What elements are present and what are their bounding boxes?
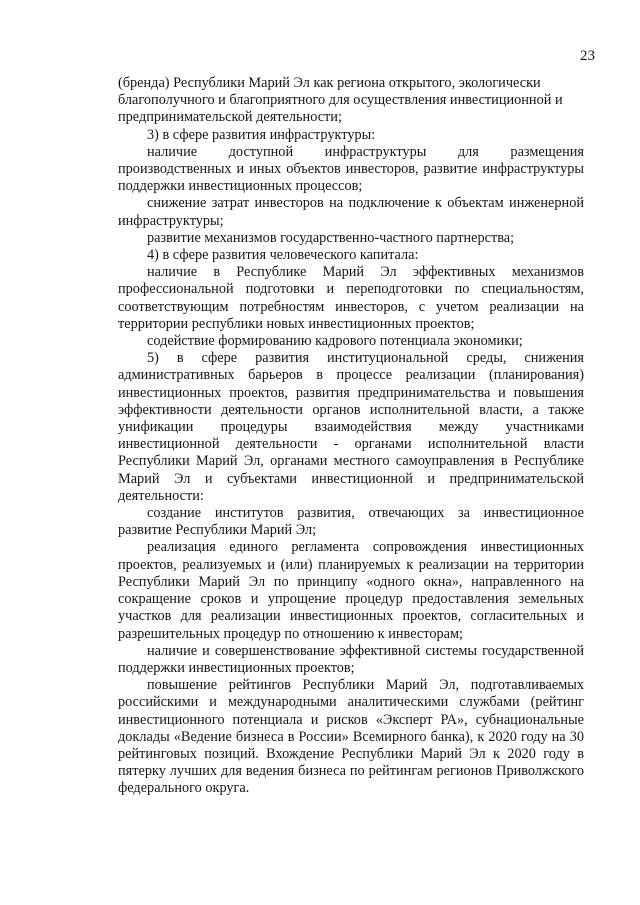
paragraph-institutional-environment: 5) в сфере развития институциональной среды, снижения административных барьеров в процессе реализации (планирования) инвестиционных проектов, развития предпринимательства и повышения эффективности деятельности органов исполнительной власти, а также унификации процедуры взаимодействия между участниками инвестиционной деятельности - органами исполнительной власти Республики Марий Эл, органами местного самоуправления в Республике Марий Эл и субъектами инвестиционной и предпринимательской деятельности: (118, 350, 584, 504)
paragraph-one-window-regulation: реализация единого регламента сопровождения инвестиционных проектов, реализуемых и (или) планируемых к реализации на территории Республики Марий Эл по принципу «одного окна», направленного на сокращение сроков и упрощение процедур предоставления земельных участков для реализации инвестиционных проектов, согласительных и разрешительных процедур по отношению к инвесторам; (118, 539, 584, 642)
paragraph-ratings-improvement: повышение рейтингов Республики Марий Эл, подготавливаемых российскими и международными аналитическими службами (рейтинг инвестиционного потенциала и рисков «Эксперт РА», субнациональные доклады «Ведение бизнеса в России» Всемирного банка), к 2020 году на 30 рейтинговых позиций. Вхождение Республики Марий Эл к 2020 году в пятерку лучших для ведения бизнеса по рейтингам регионов Приволжского федерального округа. (118, 677, 584, 797)
page-number: 23 (580, 48, 595, 64)
paragraph-infrastructure-heading: 3) в сфере развития инфраструктуры: (147, 126, 376, 143)
paragraph-state-support: наличие и совершенствование эффективной системы государственной поддержки инвестиционных проектов; (118, 642, 584, 676)
paragraph-brand-continuation: (бренда) Республики Марий Эл как региона открытого, экологически благополучного и благоприятного для осуществления инвестиционной и предпринимательской деятельности; (118, 75, 563, 126)
paragraph-connection-costs: снижение затрат инвесторов на подключение к объектам инженерной инфраструктуры; (118, 195, 584, 229)
paragraph-public-private-partnership: развитие механизмов государственно-частного партнерства; (147, 229, 515, 246)
paragraph-infrastructure-availability: наличие доступной инфраструктуры для размещения производственных и иных объектов инвесторов, развитие инфраструктуры поддержки инвестиционных процессов; (118, 143, 584, 195)
paragraph-professional-training: наличие в Республике Марий Эл эффективных механизмов профессиональной подготовки и переподготовки по специальностям, соответствующим потребностям инвесторов, с учетом реализации на территории республики новых инвестиционных проектов; (118, 264, 584, 332)
page-body (118, 75, 584, 798)
paragraph-human-capital-heading: 4) в сфере развития человеческого капитала: (147, 247, 419, 264)
paragraph-personnel-potential: содействие формированию кадрового потенциала экономики; (147, 333, 523, 350)
paragraph-development-institutions: создание институтов развития, отвечающих за инвестиционное развитие Республики Марий Эл; (118, 505, 584, 539)
